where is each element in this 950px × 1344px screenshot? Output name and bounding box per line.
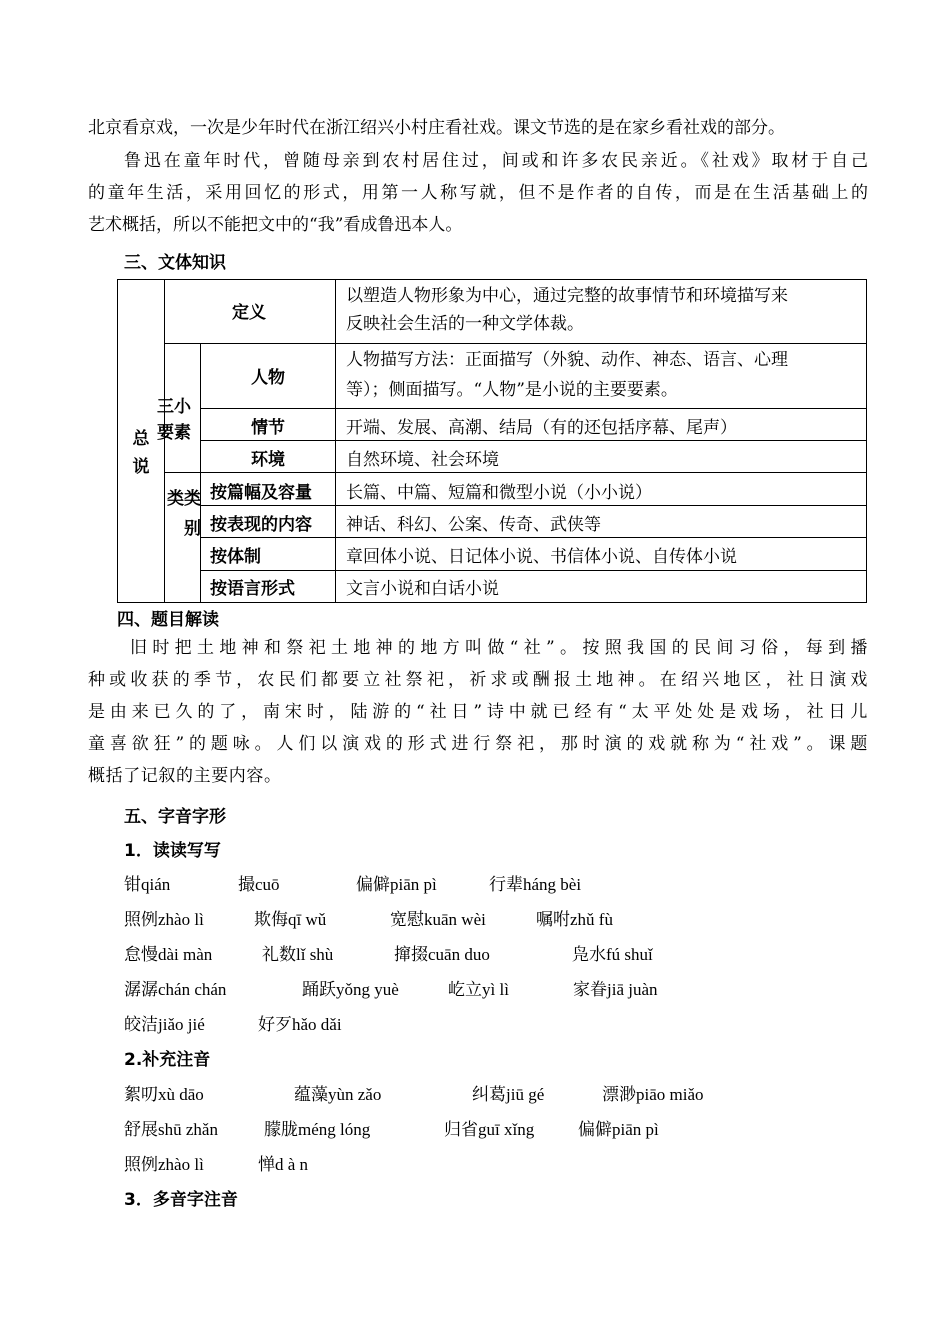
section-heading: 四、题目解读 (117, 610, 219, 630)
word-item: 屹立yì lì (448, 980, 509, 1000)
elements-group-label (155, 394, 195, 446)
element-value-characters (346, 345, 788, 405)
zong-shuo-text: 总说 (132, 429, 150, 477)
section-heading: 五、字音字形 (124, 807, 226, 827)
word-item: 凫水fú shuǐ (572, 945, 653, 965)
word-item: 宽慰kuān wèi (390, 910, 486, 930)
word-item: 礼数lǐ shù (262, 945, 334, 965)
word-item: 撺掇cuān duo (394, 945, 490, 965)
word-item: 好歹hǎo dǎi (258, 1015, 342, 1035)
element-value-environment: 自然环境、社会环境 (346, 450, 499, 470)
zong-shuo-label (131, 425, 151, 481)
subsection-heading: 2.补充注音 (124, 1050, 211, 1070)
element-value-plot: 开端、发展、高潮、结局（有的还包括序幕、尾声） (346, 418, 737, 438)
category-group-text: 类类别 (167, 489, 201, 539)
word-item: 钳qián (124, 875, 171, 895)
text-line: 反映社会生活的一种文学体裁。 (346, 314, 584, 334)
word-item: 照例zhào lì (124, 1155, 204, 1175)
word-item: 惮d à n (258, 1155, 309, 1175)
subsection-heading: 1．读读写写 (124, 841, 221, 861)
word-item: 归省guī xǐng (444, 1120, 535, 1140)
intro-line: 北京看京戏，一次是少年时代在浙江绍兴小村庄看社戏。课文节选的是在家乡看社戏的部分。 (88, 118, 785, 138)
subsection-heading: 3．多音字注音 (124, 1190, 238, 1210)
word-item: 家眷jiā juàn (573, 980, 658, 1000)
text-line: 人物描写方法：正面描写（外貌、动作、神态、语言、心理 (346, 350, 788, 370)
category-label-language: 按语言形式 (210, 579, 295, 599)
text-line: 概括了记叙的主要内容。 (88, 766, 282, 786)
category-label-system: 按体制 (210, 547, 261, 567)
text-line: 的童年生活，采用回忆的形式，用第一人称写就，但不是作者的自传，而是在生活基础上的 (88, 183, 868, 203)
category-label-content: 按表现的内容 (210, 515, 312, 535)
word-item: 漂渺piāo miǎo (602, 1085, 704, 1105)
word-item: 偏僻piān pì (578, 1120, 659, 1140)
text-line: 旧时把土地神和祭祀土地神的地方叫做“社”。按照我国的民间习俗，每到播 (130, 638, 868, 658)
word-item: 偏僻piān pì (356, 875, 437, 895)
text-line: 是由来已久的了，南宋时，陆游的“社日”诗中就已经有“太平处处是戏场，社日儿 (88, 702, 868, 722)
element-label-plot: 情节 (251, 418, 285, 438)
text-line: 以塑造人物形象为中心，通过完整的故事情节和环境描写来 (346, 286, 788, 306)
word-item: 行辈háng bèi (489, 875, 582, 895)
category-value-length: 长篇、中篇、短篇和微型小说（小小说） (346, 483, 652, 503)
word-item: 皎洁jiǎo jié (124, 1015, 205, 1035)
word-item: 纠葛jiū gé (472, 1085, 545, 1105)
word-item: 朦胧méng lóng (264, 1120, 371, 1140)
category-value-language: 文言小说和白话小说 (346, 579, 499, 599)
text-line: 童喜欲狂”的题咏。人们以演戏的形式进行祭祀，那时演的戏就称为“社戏”。课题 (88, 734, 868, 754)
text-line: 等）；侧面描写。“人物”是小说的主要要素。 (346, 380, 678, 400)
definition-text (346, 282, 788, 338)
word-item: 欺侮qī wǔ (254, 910, 327, 930)
element-label-environment: 环境 (251, 450, 285, 470)
category-label-length: 按篇幅及容量 (210, 483, 312, 503)
word-item: 蕴藻yùn zǎo (294, 1085, 382, 1105)
category-group-label (167, 484, 211, 544)
intro-paragraph (88, 145, 868, 241)
word-item: 撮cuō (238, 875, 280, 895)
word-item: 踊跃yǒng yuè (302, 980, 399, 1000)
word-item: 嘱咐zhǔ fù (536, 910, 613, 930)
elements-group-text: 三小要素 (157, 397, 191, 443)
title-interpretation-paragraph (88, 632, 868, 792)
genre-knowledge-table (117, 279, 867, 603)
word-item: 絮叨xù dāo (124, 1085, 204, 1105)
word-item: 照例zhào lì (124, 910, 204, 930)
category-value-content: 神话、科幻、公案、传奇、武侠等 (346, 515, 601, 535)
word-item: 舒展shū zhǎn (124, 1120, 218, 1140)
element-label-characters: 人物 (251, 368, 285, 388)
text-line: 种或收获的季节，农民们都要立社祭祀，祈求或酬报土地神。在绍兴地区，社日演戏 (88, 670, 868, 690)
text-line: 鲁迅在童年时代，曾随母亲到农村居住过，间或和许多农民亲近。《社戏》取材于自己 (124, 151, 868, 171)
definition-label: 定义 (232, 303, 266, 323)
text-line: 艺术概括，所以不能把文中的“我”看成鲁迅本人。 (88, 215, 463, 235)
word-item: 潺潺chán chán (124, 980, 227, 1000)
section-heading: 三、文体知识 (124, 253, 226, 273)
category-value-system: 章回体小说、日记体小说、书信体小说、自传体小说 (346, 547, 737, 567)
word-item: 怠慢dài màn (124, 945, 213, 965)
